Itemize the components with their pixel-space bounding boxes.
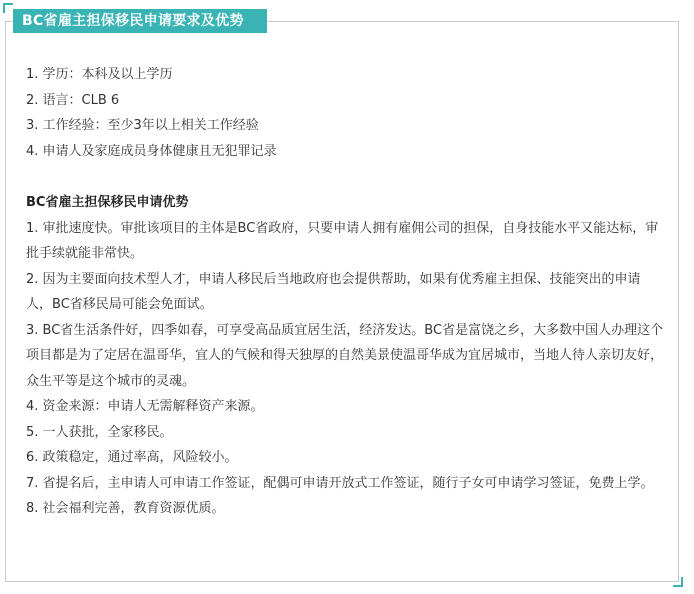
advantages-heading: BC省雇主担保移民申请优势 — [26, 195, 189, 210]
section-title: BC省雇主担保移民申请要求及优势 — [13, 9, 267, 33]
requirement-item: 1. 学历：本科及以上学历 — [26, 67, 173, 82]
advantage-item: 1. 审批速度快。审批该项目的主体是BC省政府，只要申请人拥有雇佣公司的担保，自身技能水平又能达标，审批手续就能非常快。 — [26, 220, 659, 261]
advantage-item: 6. 政策稳定，通过率高，风险较小。 — [26, 450, 238, 465]
requirement-item: 4. 申请人及家庭成员身体健康且无犯罪记录 — [26, 143, 277, 159]
advantage-item: 2. 因为主要面向技术型人才，申请人移民后当地政府也会提供帮助，如果有优秀雇主担保、技能突出的申请人，BC省移民局可能会免面试。 — [26, 271, 641, 312]
corner-decoration-top-left — [3, 3, 13, 13]
advantage-item: 8. 社会福利完善，教育资源优质。 — [26, 501, 225, 516]
advantage-item: 7. 省提名后，主申请人可申请工作签证，配偶可申请开放式工作签证，随行子女可申请学习签证，免费上学。 — [26, 475, 654, 491]
requirement-item: 2. 语言：CLB 6 — [26, 92, 120, 108]
spacer — [26, 164, 666, 190]
advantage-item: 3. BC省生活条件好，四季如春，可享受高品质宜居生活，经济发达。BC省是富饶之乡，大多数中国人办理这个项目都是为了定居在温哥华，宜人的气候和得天独厚的自然美景使温哥华成为宜居城市，当地人待人亲切友好，众生平等是这个城市的灵魂。 — [26, 322, 664, 389]
advantage-item: 5. 一人获批，全家移民。 — [26, 424, 173, 440]
article-body — [26, 62, 666, 522]
requirement-item: 3. 工作经验：至少3年以上相关工作经验 — [26, 118, 259, 133]
corner-decoration-bottom-right — [673, 577, 683, 587]
advantage-item: 4. 资金来源：申请人无需解释资产来源。 — [26, 399, 264, 414]
